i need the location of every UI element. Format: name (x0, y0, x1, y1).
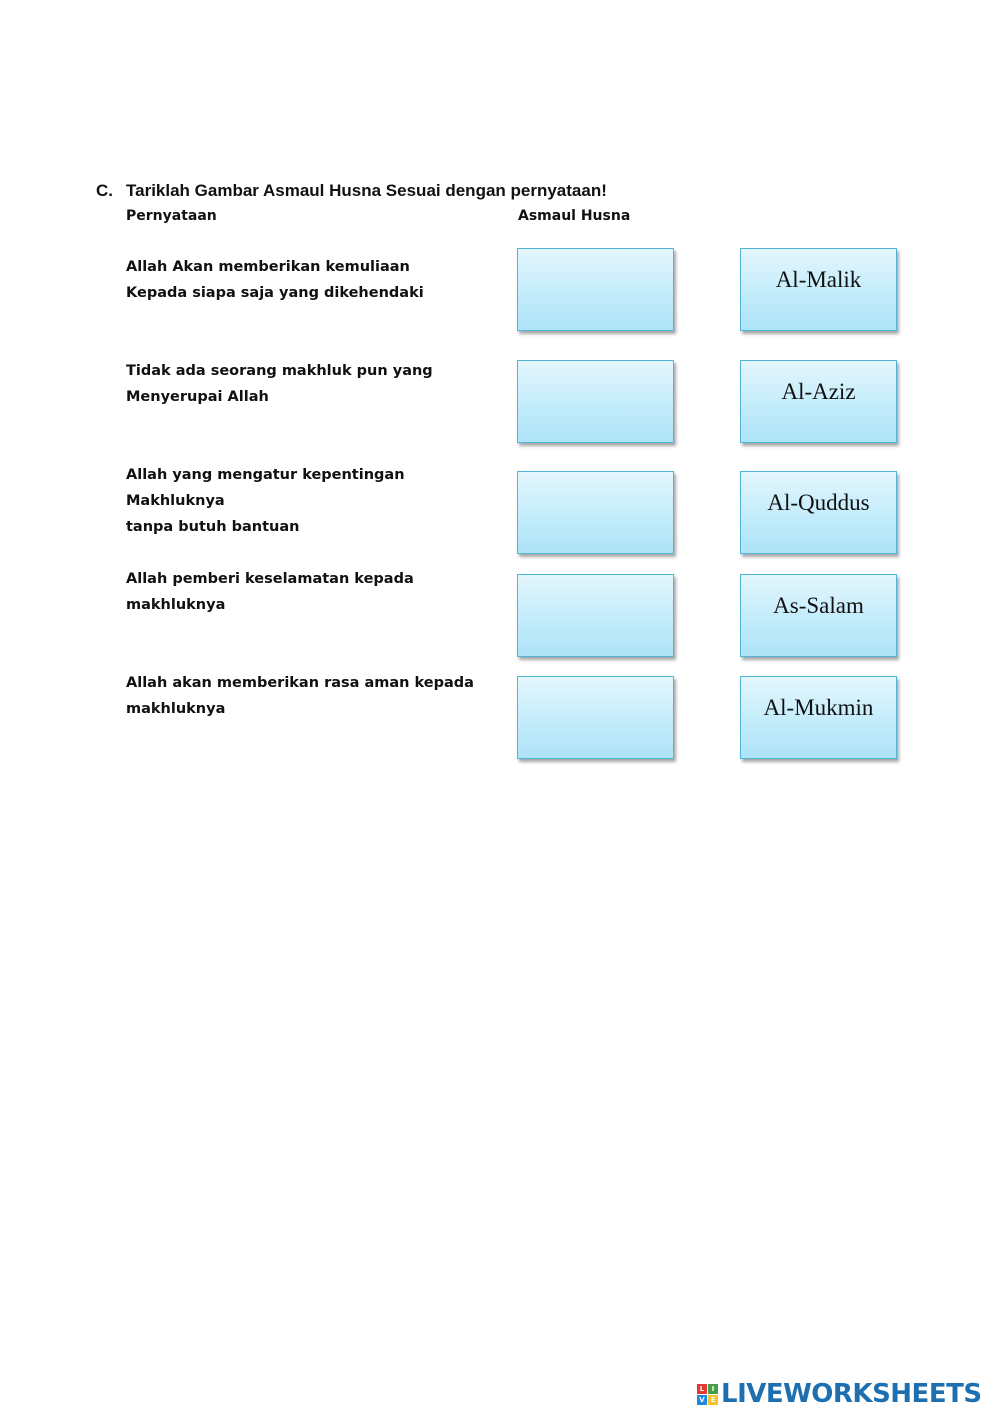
statement-3 (126, 462, 506, 540)
column-header-asmaul-husna: Asmaul Husna (518, 208, 631, 224)
statement-1-line-1: Allah Akan memberikan kemuliaan (126, 259, 410, 275)
answer-card-1[interactable]: Al-Malik (740, 248, 897, 331)
logo-mark-cell-1: L (697, 1384, 707, 1394)
answer-card-2[interactable]: Al-Aziz (740, 360, 897, 443)
statement-4 (126, 566, 506, 618)
section-letter: C. (96, 181, 113, 200)
statement-3-line-2: tanpa butuh bantuan (126, 519, 300, 535)
logo-mark-cell-3: V (697, 1395, 707, 1405)
column-header-statements: Pernyataan (126, 208, 217, 224)
statement-4-line-1: Allah pemberi keselamatan kepada makhluknya (126, 571, 414, 613)
statement-1-line-2: Kepada siapa saja yang dikehendaki (126, 285, 424, 301)
liveworksheets-logo[interactable] (697, 1378, 982, 1410)
answer-card-4[interactable]: As-Salam (740, 574, 897, 657)
statement-5-line-1: Allah akan memberikan rasa aman kepada (126, 675, 474, 691)
drop-box-3[interactable] (517, 471, 674, 554)
answer-card-3[interactable]: Al-Quddus (740, 471, 897, 554)
drop-box-4[interactable] (517, 574, 674, 657)
statement-5-line-2: makhluknya (126, 701, 226, 717)
statement-1 (126, 254, 506, 306)
statement-5 (126, 670, 506, 722)
section-title: Tariklah Gambar Asmaul Husna Sesuai dengan pernyataan! (126, 181, 607, 200)
drop-box-2[interactable] (517, 360, 674, 443)
statement-2-line-1: Tidak ada seorang makhluk pun yang (126, 363, 433, 379)
answer-card-5[interactable]: Al-Mukmin (740, 676, 897, 759)
logo-mark-cell-4: E (708, 1395, 718, 1405)
statement-3-line-1: Allah yang mengatur kepentingan Makhluknya (126, 467, 405, 509)
drop-box-5[interactable] (517, 676, 674, 759)
statement-2-line-2: Menyerupai Allah (126, 389, 269, 405)
logo-mark-icon (697, 1384, 718, 1405)
statement-2 (126, 358, 506, 410)
logo-mark-cell-2: I (708, 1384, 718, 1394)
drop-box-1[interactable] (517, 248, 674, 331)
logo-text: LIVEWORKSHEETS (721, 1379, 982, 1409)
